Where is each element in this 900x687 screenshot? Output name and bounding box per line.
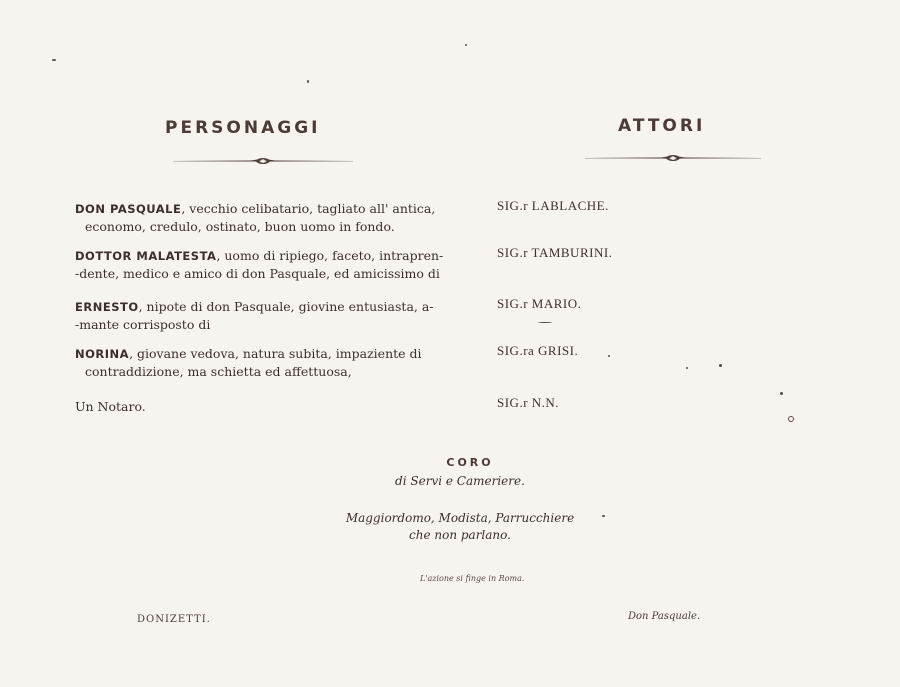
actor-nn: SIG.r N.N.: [497, 395, 560, 410]
character-description: , vecchio celibatario, tagliato all' antica,: [181, 201, 436, 216]
paper-speck: [602, 515, 605, 517]
character-name: ERNESTO: [75, 300, 139, 314]
cast-entry-notaro: [75, 398, 146, 416]
character-description-cont: contraddizione, ma schietta ed affettuosa,: [85, 364, 352, 379]
paper-speck: [538, 322, 552, 323]
paper-speck: [719, 364, 722, 367]
character-description-cont: -mante corrisposto di: [75, 317, 211, 332]
character-description: , uomo di ripiego, faceto, intrapren-: [216, 248, 444, 263]
cast-entry-norina: [75, 345, 422, 381]
paper-speck: [52, 59, 56, 61]
chorus-line-servants: di Servi e Cameriere.: [395, 474, 525, 488]
actor-lablache: SIG.r LABLACHE.: [497, 198, 609, 213]
footer-title: Don Pasquale.: [628, 611, 701, 622]
actors-heading: ATTORI: [618, 116, 706, 136]
cast-entry-malatesta: [75, 247, 443, 283]
setting-note: L'azione si finge in Roma.: [420, 574, 525, 583]
character-description-cont: economo, credulo, ostinato, buon uomo in fondo.: [85, 219, 395, 234]
chorus-line-silent: che non parlano.: [409, 528, 511, 542]
footer-composer: DONIZETTI.: [137, 614, 211, 625]
cast-entry-ernesto: [75, 298, 434, 334]
character-name: DOTTOR MALATESTA: [75, 249, 217, 263]
paper-speck: [788, 416, 794, 422]
flourish-left: [171, 156, 355, 166]
cast-entry-don-pasquale: [75, 200, 435, 236]
chorus-line-roles: Maggiordomo, Modista, Parrucchiere: [345, 511, 575, 525]
character-description: , nipote di don Pasquale, giovine entusiasta, a-: [138, 299, 434, 314]
character-description-cont: -dente, medico e amico di don Pasquale, ed amicissimo di: [75, 266, 440, 281]
character-name: NORINA: [75, 347, 130, 361]
paper-speck: [465, 44, 467, 46]
paper-speck: [307, 80, 309, 83]
actor-tamburini: SIG.r TAMBURINI.: [497, 245, 613, 260]
paper-speck: [686, 367, 688, 369]
characters-heading: PERSONAGGI: [165, 118, 321, 138]
flourish-right: [583, 153, 763, 163]
character-description: .: [141, 399, 146, 414]
actor-grisi: SIG.ra GRISI.: [497, 343, 579, 358]
character-name: Un Notaro: [75, 399, 142, 414]
character-name: DON PASQUALE: [75, 202, 182, 216]
character-description: , giovane vedova, natura subita, impaziente di: [129, 346, 422, 361]
chorus-title: CORO: [446, 456, 494, 469]
paper-speck: [608, 355, 610, 357]
actor-mario: SIG.r MARIO.: [497, 296, 582, 311]
paper-speck: [780, 392, 783, 395]
